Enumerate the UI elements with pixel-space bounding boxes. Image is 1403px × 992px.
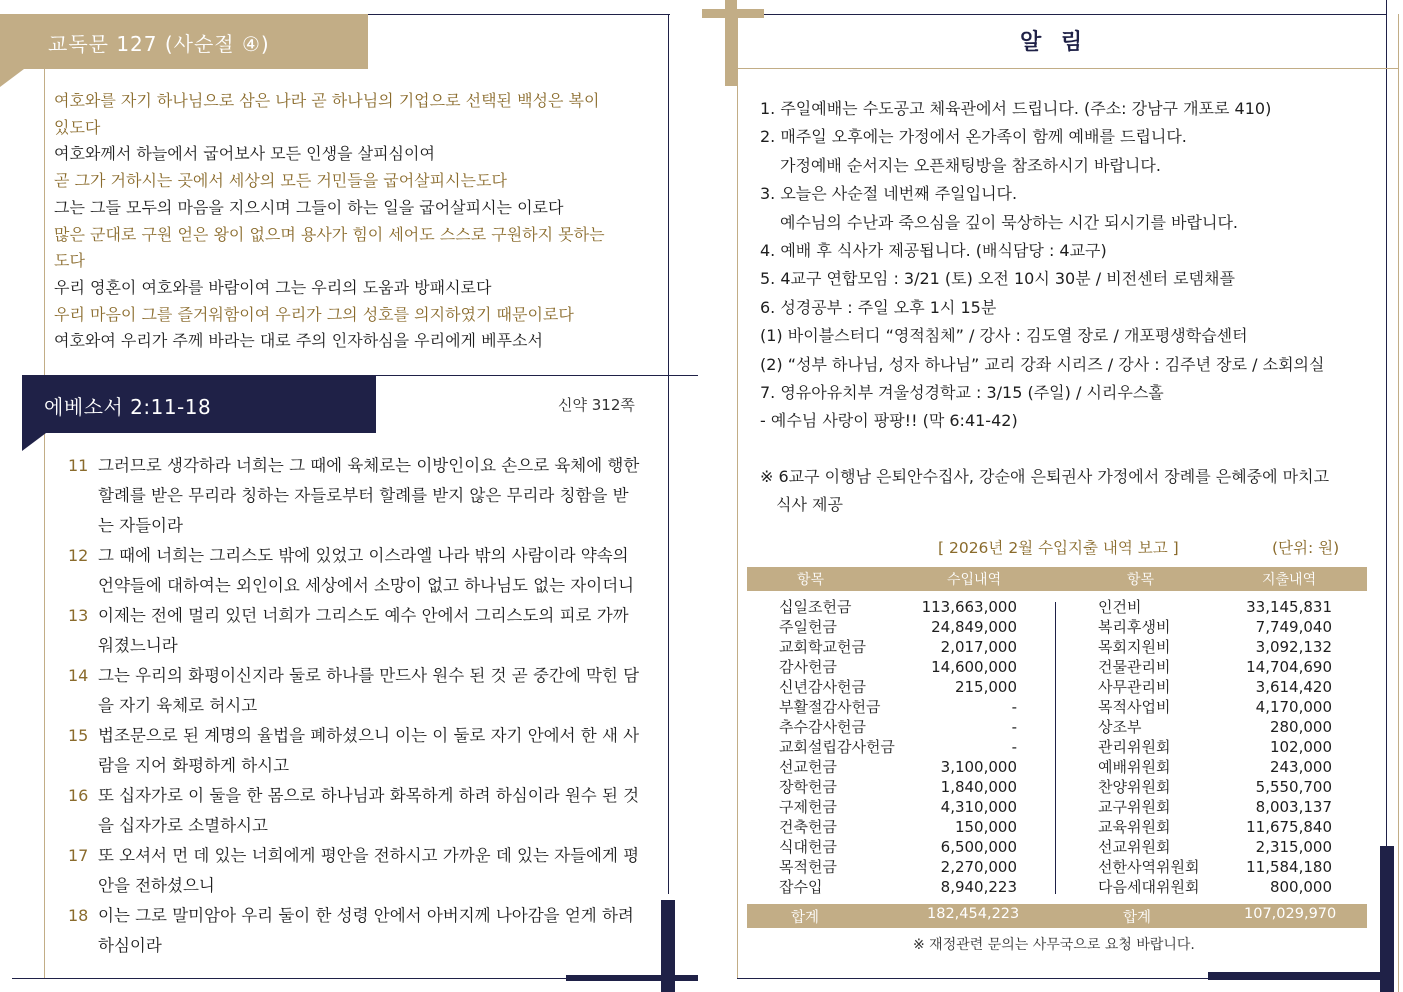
cell-expense-amount: 33,145,831	[1246, 598, 1332, 616]
responsive-reading-title: 교독문 127 (사순절 ④)	[48, 32, 270, 56]
cell-expense-item: 복리후생비	[1098, 618, 1171, 636]
cell-income-amount: 113,663,000	[921, 598, 1017, 616]
verse-text	[98, 541, 634, 601]
scripture-page-reference: 신약 312쪽	[558, 396, 635, 414]
notice-list	[760, 95, 1380, 436]
verse-text	[98, 901, 634, 961]
cell-expense-amount: 7,749,040	[1255, 618, 1332, 636]
cell-expense-amount: 5,550,700	[1255, 778, 1332, 796]
cell-income-item: 감사헌금	[779, 658, 837, 676]
cell-income-item: 주일헌금	[779, 618, 837, 636]
cell-expense-item: 사무관리비	[1098, 678, 1171, 696]
right-page-top-border	[737, 14, 1387, 15]
finance-table-row	[747, 757, 1367, 777]
cell-expense-item: 건물관리비	[1098, 658, 1171, 676]
verse	[68, 781, 648, 841]
cell-income-amount: 4,310,000	[940, 798, 1017, 816]
cell-expense-amount: 8,003,137	[1255, 798, 1332, 816]
notice-item: 1. 주일예배는 수도공고 체육관에서 드립니다. (주소: 강남구 개포로 410)	[760, 99, 1272, 118]
verse-number: 18	[68, 906, 89, 925]
reading-line: 여호와를 자기 하나님으로 삼은 나라 곧 하나님의 기업으로 선택된 백성은 복이	[54, 91, 600, 110]
finance-table-row	[747, 677, 1367, 697]
verse-line: 법조문으로 된 계명의 율법을 폐하셨으니 이는 이 둘로 자기 안에서 한 새 사	[98, 726, 640, 745]
verse-line: 언약들에 대하여는 외인이요 세상에서 소망이 없고 하나님도 없는 자이더니	[98, 576, 635, 595]
responsive-reading-banner-fold	[0, 69, 24, 87]
reading-line: 있도다	[54, 117, 101, 137]
finance-table-row	[747, 877, 1367, 897]
cell-expense-amount: 800,000	[1269, 878, 1332, 896]
notice-item: 5. 4교구 연합모임 : 3/21 (토) 오전 10시 30분 / 비전센터 로뎀채플	[760, 269, 1235, 289]
cell-expense-amount: 243,000	[1269, 758, 1332, 776]
right-page-left-border	[737, 14, 738, 978]
verse	[68, 601, 648, 661]
verse	[68, 721, 648, 781]
cross-icon-arm	[702, 9, 764, 18]
cell-income-amount: 8,940,223	[940, 878, 1017, 896]
cell-income-item: 건축헌금	[779, 818, 837, 836]
verse-line: 을 십자가로 소멸하시고	[98, 816, 268, 835]
reading-line: 우리 영혼이 여호와를 바람이여 그는 우리의 도움과 방패시로다	[54, 277, 492, 297]
finance-table-row	[747, 717, 1367, 737]
notice-item: (1) 바이블스터디 “영적침체” / 강사 : 김도열 장로 / 개포평생학습센터	[760, 326, 1248, 346]
scripture-title: 에베소서 2:11-18	[44, 395, 212, 419]
cell-income-amount: 24,849,000	[931, 618, 1017, 636]
verse-number: 16	[68, 786, 89, 805]
cell-expense-item: 인건비	[1098, 598, 1142, 616]
verse-line: 을 자기 육체로 허시고	[98, 696, 258, 715]
cell-income-item: 교회학교헌금	[779, 638, 866, 656]
notice-item: 예수님의 수난과 죽으심을 깊이 묵상하는 시간 되시기를 바랍니다.	[780, 212, 1239, 232]
verse	[68, 841, 648, 901]
verse-line: 람을 지어 화평하게 하시고	[98, 756, 290, 775]
notice-item: 6. 성경공부 : 주일 오후 1시 15분	[760, 297, 997, 317]
cell-income-item: 목적헌금	[779, 858, 837, 876]
left-page-left-border	[44, 14, 45, 978]
reading-line: 우리 마음이 그를 즐거워함이여 우리가 그의 성호를 의지하였기 때문이로다	[54, 304, 574, 324]
cell-income-amount: -	[1011, 718, 1017, 736]
cell-income-amount: 2,270,000	[940, 858, 1017, 876]
finance-table-row	[747, 817, 1367, 837]
header-expense-item: 항목	[1127, 572, 1155, 588]
notice-item: - 예수님 사랑이 팡팡!! (막 6:41-42)	[760, 411, 1018, 431]
finance-table-row	[747, 637, 1367, 657]
left-page-corner-accent-horizontal	[566, 975, 698, 981]
verse-text	[98, 781, 639, 841]
finance-table-row	[747, 737, 1367, 757]
special-notice-line: ※ 6교구 이행남 은퇴안수집사, 강순애 은퇴권사 가정에서 장례를 은혜중에 마치고	[760, 467, 1330, 486]
header-expense-amount: 지출내역	[1262, 572, 1317, 588]
notice-item: (2) “성부 하나님, 성자 하나님” 교리 강좌 시리즈 / 강사 : 김주년 장로 / 소회의실	[760, 354, 1325, 374]
cell-expense-item: 상조부	[1098, 718, 1142, 736]
cell-income-amount: 150,000	[954, 818, 1017, 836]
cell-expense-item: 선교위원회	[1098, 838, 1171, 856]
cell-expense-item: 찬양위원회	[1098, 778, 1171, 796]
cell-expense-item: 관리위원회	[1098, 738, 1171, 756]
left-page-right-border	[668, 14, 669, 894]
income-total-label: 합계	[791, 910, 820, 926]
cell-expense-item: 목적사업비	[1098, 698, 1171, 716]
verse-line: 안을 전하셨으니	[98, 876, 215, 895]
verse	[68, 661, 648, 721]
finance-report-title: [ 2026년 2월 수입지출 내역 보고 ]	[938, 539, 1179, 557]
verse	[68, 451, 648, 541]
expense-total-label: 합계	[1123, 910, 1152, 926]
cell-income-item: 추수감사헌금	[779, 718, 866, 736]
verse-line: 그 때에 너희는 그리스도 밖에 있었고 이스라엘 나라 밖의 사람이라 약속의	[98, 546, 629, 565]
cell-income-amount: 6,500,000	[940, 838, 1017, 856]
verse-number: 13	[68, 606, 89, 625]
finance-table-row	[747, 837, 1367, 857]
finance-table-totals	[747, 904, 1367, 928]
cell-income-amount: -	[1011, 698, 1017, 716]
verse-line: 그러므로 생각하라 너희는 그 때에 육체로는 이방인이요 손으로 육체에 행한	[98, 456, 640, 475]
cell-income-item: 십일조헌금	[779, 598, 852, 616]
cell-expense-item: 선한사역위원회	[1098, 858, 1200, 876]
finance-table-row	[747, 657, 1367, 677]
cell-income-amount: 3,100,000	[940, 758, 1017, 776]
expense-total-value: 107,029,970	[1244, 906, 1337, 922]
finance-table-header	[747, 567, 1367, 591]
verse-line: 는 자들이라	[98, 516, 183, 535]
right-page-right-border	[1386, 0, 1387, 978]
finance-table-row	[747, 857, 1367, 877]
notice-item: 가정예배 순서지는 오픈채팅방을 참조하시기 바랍니다.	[780, 155, 1161, 175]
cell-expense-item: 예배위원회	[1098, 758, 1171, 776]
verse-number: 11	[68, 456, 89, 475]
verse-number: 12	[68, 546, 89, 565]
cell-expense-amount: 3,092,132	[1255, 638, 1332, 656]
verse-text	[98, 841, 639, 901]
finance-table-row	[747, 697, 1367, 717]
right-page-corner-accent-vertical	[1380, 846, 1394, 992]
cell-expense-amount: 102,000	[1269, 738, 1332, 756]
verse-line: 그는 우리의 화평이신지라 둘로 하나를 만드사 원수 된 것 곧 중간에 막힌 담	[98, 666, 640, 685]
verse-line: 워졌느니라	[98, 636, 178, 655]
cell-income-item: 식대헌금	[779, 838, 837, 856]
notice-item: 7. 영유아유치부 겨울성경학교 : 3/15 (주일) / 시리우스홀	[760, 383, 1164, 403]
cell-income-item: 신년감사헌금	[779, 678, 866, 696]
reading-line: 그는 그들 모두의 마음을 지으시며 그들이 하는 일을 굽어살피시는 이로다	[54, 197, 564, 217]
finance-table-row	[747, 777, 1367, 797]
verse-number: 15	[68, 726, 89, 745]
cell-expense-item: 목회지원비	[1098, 638, 1171, 656]
notice-title-underline	[737, 68, 1399, 69]
income-total-value: 182,454,223	[927, 906, 1020, 922]
finance-report-note: ※ 재정관련 문의는 사무국으로 요청 바랍니다.	[913, 937, 1195, 953]
responsive-reading-text	[54, 88, 644, 355]
reading-line: 도다	[54, 251, 85, 271]
finance-table-row	[747, 597, 1367, 617]
cell-expense-amount: 14,704,690	[1246, 658, 1332, 676]
cell-income-amount: 14,600,000	[931, 658, 1017, 676]
special-notice-line: 식사 제공	[776, 495, 843, 515]
special-notice	[760, 463, 1380, 520]
notice-item: 2. 매주일 오후에는 가정에서 온가족이 함께 예배를 드립니다.	[760, 127, 1187, 147]
verse-number: 14	[68, 666, 89, 685]
cell-expense-item: 다음세대위원회	[1098, 878, 1200, 896]
verse-line: 이제는 전에 멀리 있던 너희가 그리스도 예수 안에서 그리스도의 피로 가까	[98, 606, 629, 625]
verse-line: 할례를 받은 무리라 칭하는 자들로부터 할례를 받지 않은 무리라 칭함을 받	[98, 486, 629, 505]
scripture-banner-fold	[22, 433, 46, 451]
finance-table-body	[747, 597, 1367, 897]
cell-expense-amount: 2,315,000	[1255, 838, 1332, 856]
header-income-item: 항목	[797, 572, 825, 588]
verse-text	[98, 721, 639, 781]
notice-item: 3. 오늘은 사순절 네번째 주일입니다.	[760, 184, 1018, 204]
verse-line: 하심이라	[98, 936, 162, 955]
reading-line: 여호와여 우리가 주께 바라는 대로 주의 인자하심을 우리에게 베푸소서	[54, 331, 543, 351]
reading-line: 많은 군대로 구원 얻은 왕이 없으며 용사가 힘이 세어도 스스로 구원하지 못하는	[54, 224, 605, 244]
notice-title: 알 림	[1020, 30, 1089, 55]
cell-income-amount: 2,017,000	[940, 638, 1017, 656]
reading-line: 곧 그가 거하시는 곳에서 세상의 모든 거민들을 굽어살피시는도다	[54, 171, 507, 191]
reading-line: 여호와께서 하늘에서 굽어보사 모든 인생을 살피심이여	[54, 144, 435, 164]
verse-line: 이는 그로 말미암아 우리 둘이 한 성령 안에서 아버지께 나아감을 얻게 하려	[98, 906, 634, 925]
cell-income-item: 장학헌금	[779, 778, 837, 796]
finance-table-divider	[1055, 602, 1056, 894]
verse-text	[98, 451, 639, 541]
cell-expense-amount: 3,614,420	[1255, 678, 1332, 696]
cell-income-item: 구제헌금	[779, 798, 837, 816]
notice-item: 4. 예배 후 식사가 제공됩니다. (배식담당 : 4교구)	[760, 241, 1107, 261]
verse-text	[98, 601, 629, 661]
cell-expense-amount: 11,675,840	[1246, 818, 1332, 836]
cell-expense-item: 교구위원회	[1098, 798, 1171, 816]
cell-expense-item: 교육위원회	[1098, 818, 1171, 836]
header-income-amount: 수입내역	[947, 572, 1002, 588]
verse-line: 또 십자가로 이 둘을 한 몸으로 하나님과 화목하게 하려 하심이라 원수 된 것	[98, 786, 640, 805]
cell-income-item: 부활절감사헌금	[779, 698, 881, 716]
cell-expense-amount: 280,000	[1269, 718, 1332, 736]
verse-number: 17	[68, 846, 89, 865]
cell-income-item: 잡수입	[779, 878, 823, 896]
cell-expense-amount: 4,170,000	[1255, 698, 1332, 716]
finance-report-unit: (단위: 원)	[1272, 539, 1340, 557]
verse-text	[98, 661, 639, 721]
finance-table-row	[747, 617, 1367, 637]
right-page-outer-gold-border	[1398, 14, 1399, 992]
finance-table-row	[747, 797, 1367, 817]
cell-income-item: 교회설립감사헌금	[779, 738, 895, 756]
verse-line: 또 오셔서 먼 데 있는 너희에게 평안을 전하시고 가까운 데 있는 자들에게 평	[98, 846, 640, 865]
cell-income-amount: 1,840,000	[940, 778, 1017, 796]
cell-income-amount: 215,000	[954, 678, 1017, 696]
verse	[68, 901, 648, 961]
cell-expense-amount: 11,584,180	[1246, 858, 1332, 876]
scripture-verses	[68, 451, 648, 961]
cell-income-item: 선교헌금	[779, 758, 837, 776]
right-page-corner-accent-horizontal	[1208, 972, 1394, 980]
verse	[68, 541, 648, 601]
cell-income-amount: -	[1011, 738, 1017, 756]
